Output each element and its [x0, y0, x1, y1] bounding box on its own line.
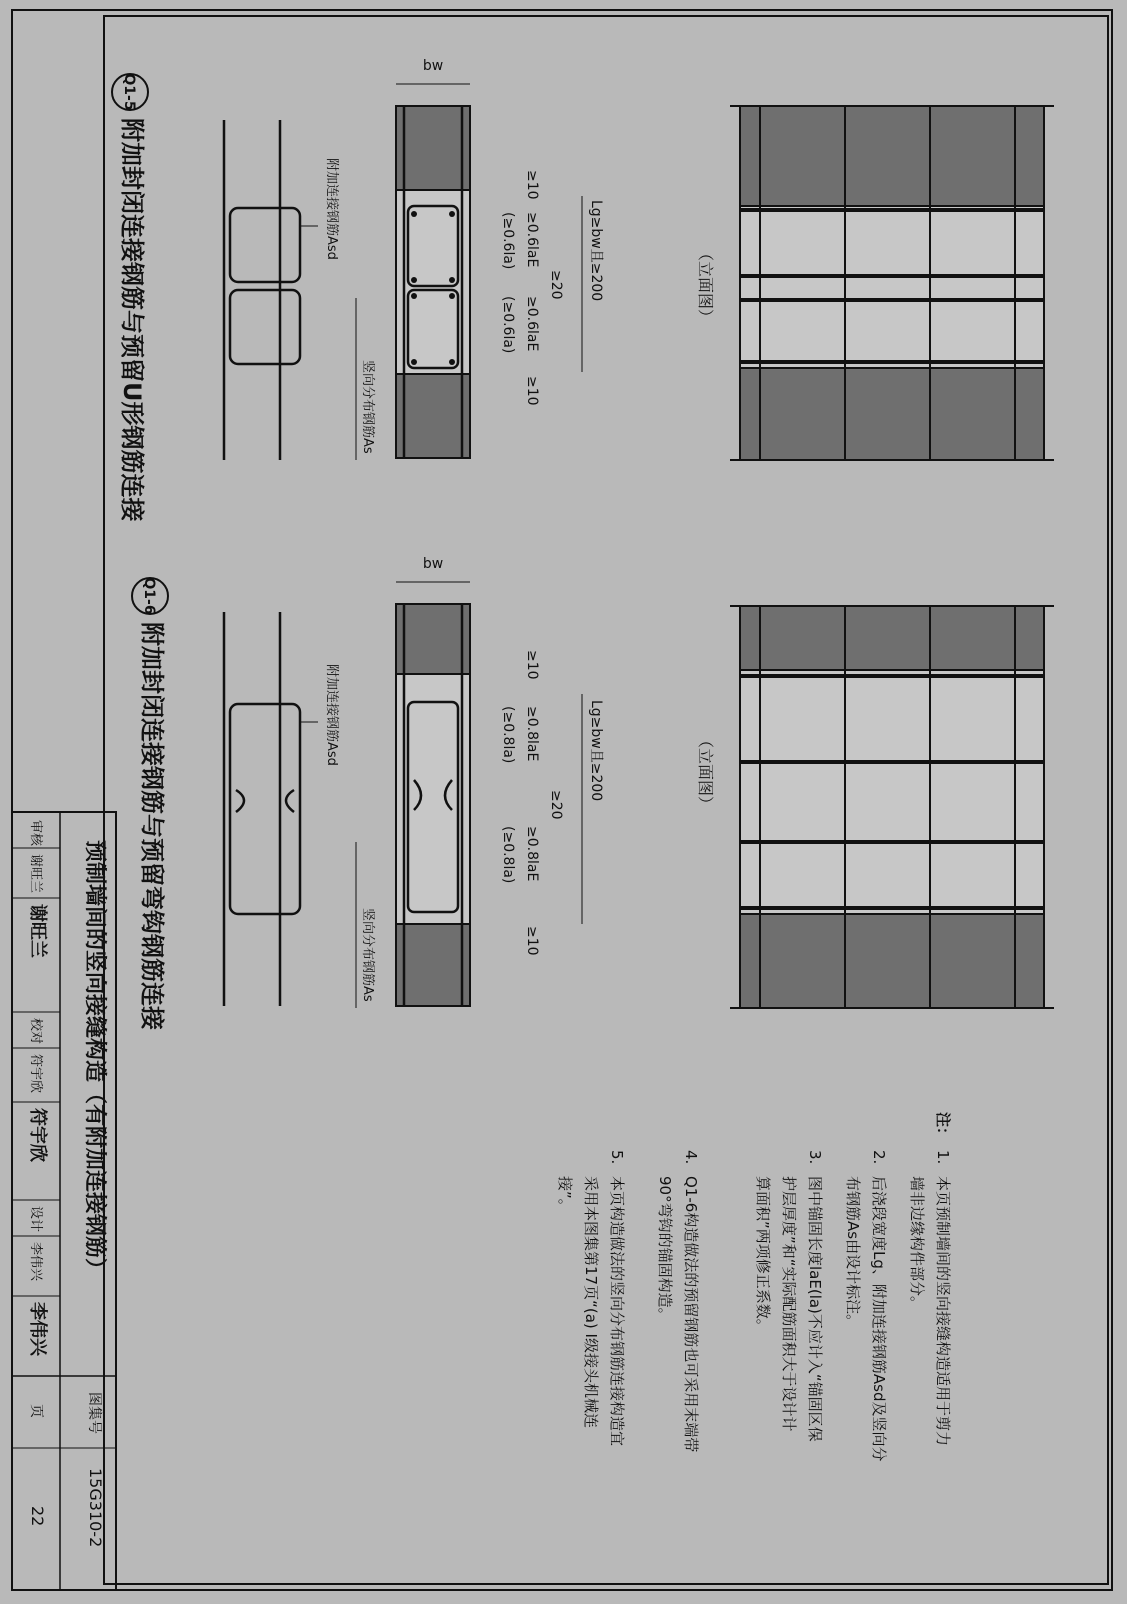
- q1-5-title: [112, 73, 148, 522]
- design-name: 李伟兴: [28, 1242, 43, 1282]
- note-1-num: 1.: [934, 1150, 952, 1165]
- design-label: 设计: [28, 1206, 43, 1233]
- note-4-line1: Q1-6构造做法的预留钢筋也可采用末端带: [682, 1176, 700, 1453]
- dim-la-1: (≥0.8la): [500, 706, 516, 764]
- q1-5-plan-section: [356, 58, 604, 460]
- q1-6-bar-detail: [224, 612, 340, 1006]
- detail-id: Q1-5: [121, 73, 137, 111]
- precast-wall-panel: [740, 606, 1044, 670]
- dim-lae-1: ≥0.8laE: [524, 706, 540, 762]
- q1-6-title: [132, 577, 168, 1031]
- precast-wall-panel: [740, 106, 1044, 206]
- page-label: 页: [28, 1404, 44, 1418]
- dim-la-1: (≥0.6la): [500, 212, 516, 270]
- note-3-line3: 算面积”两项修正系数。: [754, 1176, 772, 1334]
- note-2-num: 2.: [870, 1150, 888, 1165]
- dim-lae-2: ≥0.8laE: [524, 826, 540, 882]
- note-5-num: 5.: [608, 1150, 626, 1165]
- cast-in-place-joint: [740, 206, 1044, 368]
- dim-10-bottom: ≥10: [524, 376, 540, 406]
- dim-10-top: ≥10: [524, 650, 540, 680]
- precast-wall-panel: [740, 914, 1044, 1008]
- check-label: 校对: [28, 1018, 43, 1045]
- note-2-line2: 布钢筋As由设计标注。: [844, 1176, 862, 1330]
- q1-5-bar-detail: [224, 120, 340, 460]
- note-4-line2: 90°弯钩的锚固构造。: [656, 1176, 674, 1323]
- review-signature: 谢旺兰: [27, 904, 48, 958]
- notes: [556, 1112, 952, 1461]
- atlas-number: 15G310-2: [86, 1468, 105, 1548]
- dim-lg: Lg≥bw且≥200: [588, 700, 604, 802]
- dim-lae-2: ≥0.6laE: [524, 296, 540, 352]
- added-bar-label: 附加连接钢筋Asd: [324, 664, 339, 766]
- dim-lae-1: ≥0.6laE: [524, 212, 540, 268]
- added-bar-label: 附加连接钢筋Asd: [324, 158, 339, 260]
- dim-lg: Lg≥bw且≥200: [588, 200, 604, 302]
- dim-10-bottom: ≥10: [524, 926, 540, 956]
- note-1-line2: 墙非边缘构件部分。: [908, 1176, 926, 1312]
- sheet-title: 预制墙间的竖向接缝构造（有附加连接钢筋）: [82, 840, 107, 1281]
- dim-10-top: ≥10: [524, 170, 540, 200]
- note-5-line3: 接”。: [556, 1176, 574, 1214]
- precast-wall-panel: [740, 368, 1044, 460]
- check-name: 符宇欣: [28, 1054, 43, 1094]
- q1-5-elevation-view: [696, 106, 1054, 460]
- dim-la-2: (≥0.6la): [500, 296, 516, 354]
- review-name: 谢旺兰: [28, 854, 43, 894]
- vertical-bar-label: 竖向分布钢筋As: [360, 908, 375, 1002]
- title-block: [12, 812, 116, 1590]
- precast-wall-panel: [396, 374, 470, 458]
- elevation-label: （立面图）: [696, 244, 715, 326]
- check-signature: 符宇欣: [27, 1108, 48, 1162]
- note-4-num: 4.: [682, 1150, 700, 1165]
- detail-id: Q1-6: [141, 577, 157, 615]
- note-5-line2: 采用本图集第17页“(a) I级接头机械连: [582, 1176, 600, 1428]
- page-number: 22: [28, 1506, 47, 1527]
- note-1-line1: 本页预制墙间的竖向接缝构造适用于剪力: [934, 1176, 952, 1447]
- note-3-line2: 护层厚度”和“实际配筋面积大于设计计: [780, 1176, 798, 1432]
- precast-wall-panel: [396, 604, 470, 674]
- precast-wall-panel: [396, 924, 470, 1006]
- design-signature: 李伟兴: [27, 1302, 48, 1356]
- dim-20: ≥20: [548, 790, 564, 820]
- width-label: bw: [422, 556, 444, 572]
- review-label: 审核: [28, 820, 43, 847]
- precast-wall-panel: [396, 106, 470, 190]
- q1-6-elevation-view: [696, 606, 1054, 1008]
- note-3-num: 3.: [806, 1150, 824, 1165]
- notes-heading: 注：: [934, 1112, 952, 1143]
- detail-title: 附加封闭连接钢筋与预留U形钢筋连接: [118, 118, 146, 522]
- note-2-line1: 后浇段宽度Lg、附加连接钢筋Asd及竖向分: [870, 1176, 888, 1462]
- detail-title: 附加封闭连接钢筋与预留弯钩钢筋连接: [138, 622, 166, 1030]
- q1-6-plan-section: [356, 556, 604, 1008]
- dim-20: ≥20: [548, 270, 564, 300]
- note-5-line1: 本页构造做法的竖向分布钢筋连接构造宜: [608, 1176, 626, 1447]
- cast-in-place-joint: [740, 670, 1044, 914]
- elevation-label: （立面图）: [696, 731, 715, 813]
- width-label: bw: [422, 58, 444, 74]
- dim-la-2: (≥0.8la): [500, 826, 516, 884]
- vertical-bar-label: 竖向分布钢筋As: [360, 360, 375, 454]
- note-3-line1: 图中锚固长度laE(la)不应计入“锚固区保: [806, 1176, 824, 1442]
- atlas-label: 图集号: [86, 1392, 102, 1434]
